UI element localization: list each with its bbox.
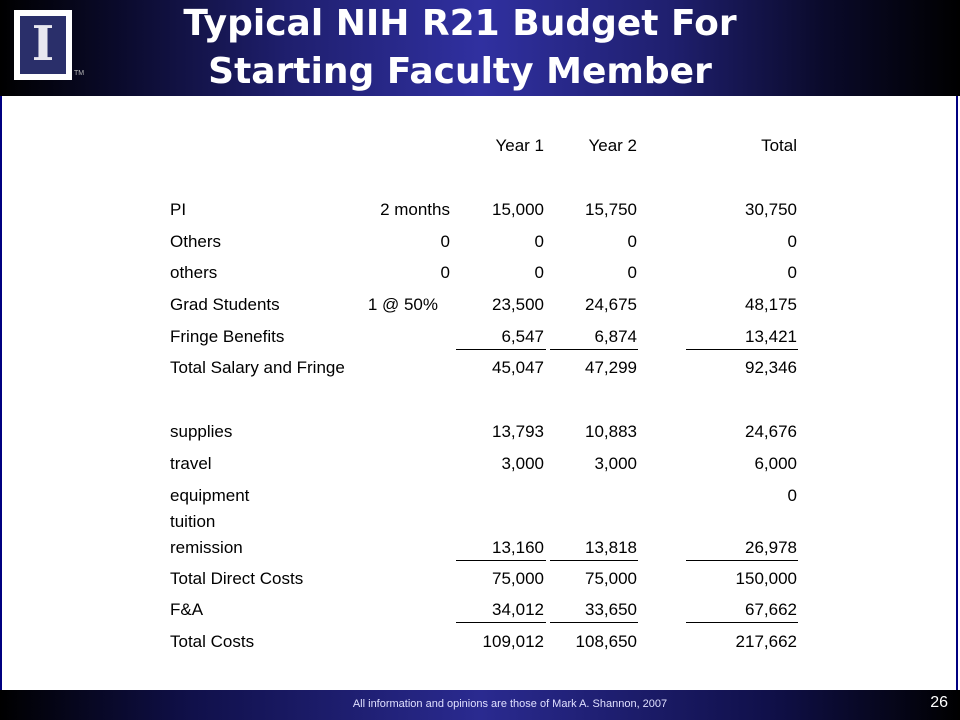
subtotal-underline-year2 [550,349,638,350]
cell-fa-year2: 33,650 [585,600,637,619]
cell-total-costs-year2: 108,650 [575,632,637,651]
row-label-equipment: equipment [170,486,250,505]
subtotal-underline-total [686,349,798,350]
cell-supplies-year1: 13,793 [492,422,544,441]
cell-equipment-total: 0 [787,486,797,505]
cell-direct-total: 150,000 [735,569,797,588]
direct-underline-year2 [550,560,638,561]
row-label-others-lower: others [170,263,218,282]
cell-direct-year2: 75,000 [585,569,637,588]
cell-tuition-year2: 13,818 [585,538,637,557]
footer-disclaimer: All information and opinions are those of Mark A. Shannon, 2007 [352,698,668,710]
total-underline-year1 [456,622,546,623]
row-label-tuition: tuition [170,512,216,531]
cell-pi-total: 30,750 [745,200,797,219]
cell-tuition-total: 26,978 [745,538,797,557]
cell-pi-year2: 15,750 [585,200,637,219]
row-label-remission: remission [170,538,243,557]
cell-others-lower-total: 0 [787,263,797,282]
row-label-pi: PI [170,200,187,219]
block-i-icon: I [31,16,55,72]
cell-direct-year1: 75,000 [492,569,544,588]
cell-pi-year1: 15,000 [492,200,544,219]
row-note-others-lower: 0 [440,263,450,282]
cell-travel-year1: 3,000 [501,454,544,473]
cell-fringe-total: 13,421 [745,327,797,346]
header-banner [0,0,960,96]
total-underline-total [686,622,798,623]
cell-grad-year2: 24,675 [585,295,637,314]
row-label-supplies: supplies [170,422,233,441]
total-underline-year2 [550,622,638,623]
cell-grad-total: 48,175 [745,295,797,314]
cell-others-year2: 0 [627,232,637,251]
row-label-others: Others [170,232,222,251]
row-note-pi: 2 months [380,200,450,219]
page-number: 26 [930,694,948,711]
cell-supplies-total: 24,676 [745,422,797,441]
row-note-grad-students: 1 @ 50% [367,295,438,314]
title-line-1: Typical NIH R21 Budget For [183,3,737,44]
logo-emblem [18,14,68,76]
cell-total-costs-year1: 109,012 [482,632,544,651]
cell-supplies-year2: 10,883 [585,422,637,441]
cell-grad-year1: 23,500 [492,295,544,314]
cell-others-year1: 0 [534,232,544,251]
footer-bar [0,690,960,720]
cell-others-lower-year1: 0 [534,263,544,282]
trademark-mark: TM [74,70,85,77]
cell-fringe-year2: 6,874 [594,327,637,346]
cell-others-lower-year2: 0 [627,263,637,282]
row-label-travel: travel [170,454,212,473]
cell-fringe-year1: 6,547 [501,327,544,346]
direct-underline-year1 [456,560,546,561]
row-label-total-costs: Total Costs [170,632,255,651]
cell-total-salary-total: 92,346 [745,358,797,377]
cell-fa-year1: 34,012 [492,600,544,619]
row-label-fa: F&A [170,600,204,619]
cell-travel-year2: 3,000 [594,454,637,473]
cell-total-costs-total: 217,662 [735,632,797,651]
cell-travel-total: 6,000 [754,454,797,473]
row-label-total-direct: Total Direct Costs [170,569,304,588]
cell-others-total: 0 [787,232,797,251]
cell-tuition-year1: 13,160 [492,538,544,557]
direct-underline-total [686,560,798,561]
title-line-2: Starting Faculty Member [208,51,712,92]
row-note-others: 0 [440,232,450,251]
cell-fa-total: 67,662 [745,600,797,619]
cell-total-salary-year2: 47,299 [585,358,637,377]
slide-content [0,96,958,690]
subtotal-underline-year1 [456,349,546,350]
slide-title [100,0,820,96]
row-label-fringe-benefits: Fringe Benefits [170,327,285,346]
row-label-grad-students: Grad Students [170,295,280,314]
row-label-total-salary: Total Salary and Fringe [170,358,345,377]
col-header-year1: Year 1 [495,136,544,155]
col-header-year2: Year 2 [588,136,637,155]
university-logo [14,10,72,80]
cell-total-salary-year1: 45,047 [492,358,544,377]
col-header-total: Total [761,136,797,155]
